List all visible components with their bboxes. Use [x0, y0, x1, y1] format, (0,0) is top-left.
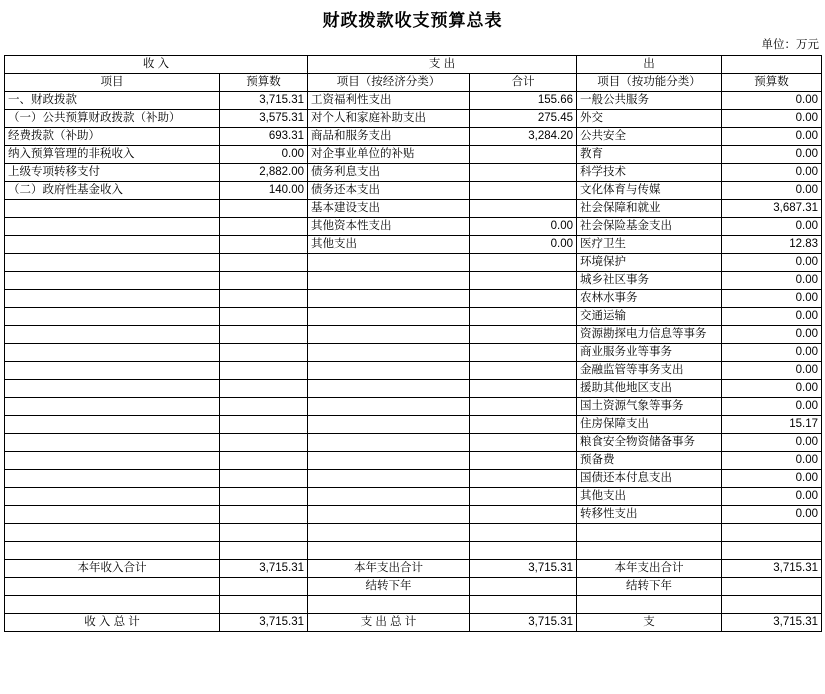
cell-expense-econ-total — [470, 470, 577, 488]
cell-expense-func-item: 环境保护 — [577, 254, 722, 272]
cell-income-budget — [220, 380, 308, 398]
cell-expense-econ-total — [470, 146, 577, 164]
cell-income-item — [5, 416, 220, 434]
cell-expense-econ-item — [308, 470, 470, 488]
cell-income-item — [5, 362, 220, 380]
page-title: 财政拨款收支预算总表 — [322, 11, 503, 30]
cell-expense-func-item: 交通运输 — [577, 308, 722, 326]
cell-expense-econ-total — [470, 362, 577, 380]
table-row — [5, 308, 822, 326]
cell-income-item — [5, 488, 220, 506]
cell-income-budget — [220, 524, 308, 542]
cell-expense-econ-item — [308, 362, 470, 380]
unit-label: 单位：万元 — [761, 39, 819, 51]
cell-income-budget — [220, 308, 308, 326]
cell-income-item — [5, 308, 220, 326]
cell-expense-econ-item: 基本建设支出 — [308, 200, 470, 218]
cell-expense-func-item: 预备费 — [577, 452, 722, 470]
cell-expense-econ-item — [308, 542, 470, 560]
cell-income-total-value: 3,715.31 — [220, 614, 308, 632]
table-row — [5, 182, 822, 200]
cell-expense-func-budget: 0.00 — [722, 344, 822, 362]
cell-expense-econ-total — [470, 326, 577, 344]
table-row — [5, 434, 822, 452]
cell-income-item — [5, 524, 220, 542]
cell-expense-econ-total: 3,715.31 — [470, 560, 577, 578]
table-row — [5, 380, 822, 398]
cell-expense-func-budget: 3,715.31 — [722, 560, 822, 578]
cell-expense-econ-item: 对企事业单位的补贴 — [308, 146, 470, 164]
cell-expense-econ-item — [308, 434, 470, 452]
col-header-expense-func-item: 项目（按功能分类） — [577, 74, 722, 92]
cell-income-budget: 3,715.31 — [220, 560, 308, 578]
cell-income-item — [5, 290, 220, 308]
cell-income-budget — [220, 290, 308, 308]
cell-expense-econ-total-label: 支 出 总 计 — [308, 614, 470, 632]
table-row — [5, 416, 822, 434]
cell-expense-econ-total — [470, 524, 577, 542]
col-header-income-item: 项目 — [5, 74, 220, 92]
cell-expense-econ-item: 债务利息支出 — [308, 164, 470, 182]
cell-expense-func-budget: 0.00 — [722, 398, 822, 416]
cell-expense-func-item — [577, 542, 722, 560]
cell-income-budget — [220, 362, 308, 380]
cell-expense-func-budget: 0.00 — [722, 164, 822, 182]
cell-expense-econ-total — [470, 272, 577, 290]
table-row — [5, 200, 822, 218]
cell-income-item — [5, 254, 220, 272]
cell-expense-func-budget: 0.00 — [722, 452, 822, 470]
table-row — [5, 92, 822, 110]
cell-expense-func-budget: 0.00 — [722, 488, 822, 506]
cell-income-item — [5, 434, 220, 452]
cell-blank — [470, 596, 577, 614]
column-header-row — [5, 74, 822, 92]
cell-income-item — [5, 470, 220, 488]
group-header-blank — [722, 56, 822, 74]
table-row — [5, 236, 822, 254]
cell-expense-func-budget: 0.00 — [722, 92, 822, 110]
cell-expense-func-item: 社会保险基金支出 — [577, 218, 722, 236]
cell-income-item: 纳入预算管理的非税收入 — [5, 146, 220, 164]
cell-income-item — [5, 542, 220, 560]
table-row — [5, 344, 822, 362]
table-row — [5, 524, 822, 542]
cell-expense-econ-total — [470, 380, 577, 398]
table-row — [5, 506, 822, 524]
cell-expense-func-item: 国土资源气象等事务 — [577, 398, 722, 416]
cell-income-item: 经费拨款（补助） — [5, 128, 220, 146]
cell-blank — [722, 596, 822, 614]
cell-expense-econ-total — [470, 290, 577, 308]
cell-income-budget — [220, 506, 308, 524]
cell-income-item — [5, 380, 220, 398]
carryover-row — [5, 578, 822, 596]
cell-income-budget — [220, 416, 308, 434]
cell-expense-func-budget: 0.00 — [722, 110, 822, 128]
cell-expense-econ-item — [308, 506, 470, 524]
cell-expense-func-item: 结转下年 — [577, 578, 722, 596]
cell-expense-func-item: 农林水事务 — [577, 290, 722, 308]
cell-expense-func-item: 资源勘探电力信息等事务 — [577, 326, 722, 344]
cell-expense-econ-item — [308, 254, 470, 272]
cell-expense-func-budget: 0.00 — [722, 380, 822, 398]
cell-expense-econ-item: 其他支出 — [308, 236, 470, 254]
cell-expense-econ-total — [470, 416, 577, 434]
cell-income-budget — [220, 434, 308, 452]
cell-expense-econ-total — [470, 164, 577, 182]
cell-expense-func-budget: 0.00 — [722, 362, 822, 380]
cell-expense-func-item: 商业服务业等事务 — [577, 344, 722, 362]
cell-income-budget — [220, 200, 308, 218]
cell-income-item — [5, 200, 220, 218]
cell-income-budget — [220, 236, 308, 254]
group-header-expense-2: 出 — [577, 56, 722, 74]
cell-expense-func-budget: 0.00 — [722, 290, 822, 308]
cell-income-item — [5, 398, 220, 416]
cell-income-budget — [220, 272, 308, 290]
cell-expense-econ-total — [470, 308, 577, 326]
cell-income-budget — [220, 218, 308, 236]
cell-expense-econ-item — [308, 452, 470, 470]
cell-income-budget — [220, 578, 308, 596]
cell-expense-econ-total — [470, 398, 577, 416]
cell-income-item — [5, 506, 220, 524]
table-row — [5, 542, 822, 560]
cell-expense-func-budget: 0.00 — [722, 272, 822, 290]
cell-expense-econ-item — [308, 344, 470, 362]
cell-income-budget — [220, 542, 308, 560]
cell-blank — [308, 596, 470, 614]
cell-expense-econ-total: 275.45 — [470, 110, 577, 128]
cell-expense-econ-item — [308, 308, 470, 326]
cell-expense-econ-total — [470, 254, 577, 272]
cell-expense-econ-total: 3,284.20 — [470, 128, 577, 146]
col-header-expense-econ-total: 合计 — [470, 74, 577, 92]
cell-expense-func-total-value: 3,715.31 — [722, 614, 822, 632]
table-row — [5, 218, 822, 236]
cell-income-budget: 3,715.31 — [220, 92, 308, 110]
cell-income-budget — [220, 398, 308, 416]
cell-expense-econ-item — [308, 380, 470, 398]
cell-expense-func-budget: 0.00 — [722, 254, 822, 272]
cell-expense-func-item: 住房保障支出 — [577, 416, 722, 434]
cell-expense-func-item: 社会保障和就业 — [577, 200, 722, 218]
cell-expense-func-item: 其他支出 — [577, 488, 722, 506]
cell-expense-func-budget: 15.17 — [722, 416, 822, 434]
cell-expense-func-budget: 0.00 — [722, 146, 822, 164]
cell-blank — [5, 596, 220, 614]
cell-expense-econ-total — [470, 182, 577, 200]
cell-income-budget: 3,575.31 — [220, 110, 308, 128]
table-row — [5, 128, 822, 146]
cell-income-item: 上级专项转移支付 — [5, 164, 220, 182]
cell-expense-econ-item — [308, 416, 470, 434]
cell-expense-econ-item — [308, 488, 470, 506]
cell-expense-func-budget: 0.00 — [722, 470, 822, 488]
cell-income-item — [5, 344, 220, 362]
cell-expense-func-budget — [722, 578, 822, 596]
group-header-row — [5, 56, 822, 74]
col-header-income-budget: 预算数 — [220, 74, 308, 92]
cell-expense-econ-item — [308, 398, 470, 416]
table-row — [5, 146, 822, 164]
cell-expense-econ-item: 对个人和家庭补助支出 — [308, 110, 470, 128]
cell-income-budget — [220, 344, 308, 362]
cell-income-budget: 2,882.00 — [220, 164, 308, 182]
cell-income-budget: 0.00 — [220, 146, 308, 164]
cell-expense-func-item: 公共安全 — [577, 128, 722, 146]
table-row — [5, 452, 822, 470]
table-row — [5, 488, 822, 506]
table-row — [5, 470, 822, 488]
total-row — [5, 614, 822, 632]
cell-expense-econ-total: 0.00 — [470, 218, 577, 236]
cell-expense-econ-item — [308, 326, 470, 344]
cell-expense-econ-total: 155.66 — [470, 92, 577, 110]
cell-expense-econ-total — [470, 434, 577, 452]
cell-expense-econ-item: 商品和服务支出 — [308, 128, 470, 146]
cell-expense-func-budget: 0.00 — [722, 218, 822, 236]
cell-expense-econ-item: 其他资本性支出 — [308, 218, 470, 236]
cell-income-item — [5, 218, 220, 236]
cell-expense-econ-item — [308, 272, 470, 290]
cell-expense-econ-item: 工资福利性支出 — [308, 92, 470, 110]
cell-income-item — [5, 236, 220, 254]
group-header-expense: 支 出 — [308, 56, 577, 74]
cell-expense-func-item: 一般公共服务 — [577, 92, 722, 110]
cell-expense-econ-total — [470, 200, 577, 218]
cell-income-item — [5, 452, 220, 470]
table-row — [5, 110, 822, 128]
cell-expense-func-budget: 0.00 — [722, 182, 822, 200]
cell-income-item: （二）政府性基金收入 — [5, 182, 220, 200]
cell-income-budget — [220, 452, 308, 470]
cell-expense-econ-total — [470, 452, 577, 470]
table-row — [5, 362, 822, 380]
cell-expense-func-item: 粮食安全物资储备事务 — [577, 434, 722, 452]
cell-expense-func-item: 援助其他地区支出 — [577, 380, 722, 398]
cell-expense-func-total-label: 支 — [577, 614, 722, 632]
cell-expense-func-item: 教育 — [577, 146, 722, 164]
cell-expense-func-item: 科学技术 — [577, 164, 722, 182]
budget-table — [4, 55, 822, 632]
cell-blank — [577, 596, 722, 614]
cell-expense-econ-item: 结转下年 — [308, 578, 470, 596]
cell-income-budget — [220, 488, 308, 506]
cell-expense-func-item: 金融监管等事务支出 — [577, 362, 722, 380]
cell-income-budget — [220, 470, 308, 488]
table-row — [5, 398, 822, 416]
cell-expense-func-budget — [722, 524, 822, 542]
subtotal-row — [5, 560, 822, 578]
cell-income-item: 本年收入合计 — [5, 560, 220, 578]
table-row — [5, 164, 822, 182]
cell-expense-func-item: 外交 — [577, 110, 722, 128]
cell-expense-func-item: 转移性支出 — [577, 506, 722, 524]
blank-row — [5, 596, 822, 614]
cell-income-budget — [220, 254, 308, 272]
cell-income-budget: 693.31 — [220, 128, 308, 146]
col-header-expense-econ-item: 项目（按经济分类） — [308, 74, 470, 92]
cell-income-budget: 140.00 — [220, 182, 308, 200]
table-row — [5, 326, 822, 344]
cell-expense-econ-item: 债务还本支出 — [308, 182, 470, 200]
cell-expense-econ-item — [308, 290, 470, 308]
cell-income-item — [5, 578, 220, 596]
cell-income-total-label: 收 入 总 计 — [5, 614, 220, 632]
cell-expense-func-item: 医疗卫生 — [577, 236, 722, 254]
cell-income-item: 一、财政拨款 — [5, 92, 220, 110]
cell-income-item: （一）公共预算财政拨款（补助） — [5, 110, 220, 128]
group-header-income: 收 入 — [5, 56, 308, 74]
table-row — [5, 290, 822, 308]
cell-expense-func-budget: 0.00 — [722, 506, 822, 524]
cell-blank — [220, 596, 308, 614]
cell-expense-func-budget: 3,687.31 — [722, 200, 822, 218]
cell-expense-func-budget — [722, 542, 822, 560]
cell-expense-func-item: 文化体育与传媒 — [577, 182, 722, 200]
cell-expense-econ-item: 本年支出合计 — [308, 560, 470, 578]
cell-expense-func-item: 城乡社区事务 — [577, 272, 722, 290]
cell-expense-econ-total — [470, 344, 577, 362]
cell-expense-func-item — [577, 524, 722, 542]
cell-expense-econ-total: 0.00 — [470, 236, 577, 254]
cell-income-item — [5, 326, 220, 344]
cell-expense-econ-total — [470, 578, 577, 596]
cell-expense-func-budget: 0.00 — [722, 128, 822, 146]
cell-expense-econ-total-value: 3,715.31 — [470, 614, 577, 632]
cell-expense-econ-total — [470, 542, 577, 560]
cell-expense-func-budget: 12.83 — [722, 236, 822, 254]
cell-expense-func-item: 国债还本付息支出 — [577, 470, 722, 488]
cell-income-item — [5, 272, 220, 290]
cell-expense-func-item: 本年支出合计 — [577, 560, 722, 578]
table-body — [5, 56, 822, 632]
table-row — [5, 272, 822, 290]
cell-expense-econ-item — [308, 524, 470, 542]
cell-income-budget — [220, 326, 308, 344]
col-header-expense-func-budget: 预算数 — [722, 74, 822, 92]
cell-expense-econ-total — [470, 506, 577, 524]
table-row — [5, 254, 822, 272]
cell-expense-func-budget: 0.00 — [722, 434, 822, 452]
cell-expense-func-budget: 0.00 — [722, 326, 822, 344]
cell-expense-func-budget: 0.00 — [722, 308, 822, 326]
cell-expense-econ-total — [470, 488, 577, 506]
